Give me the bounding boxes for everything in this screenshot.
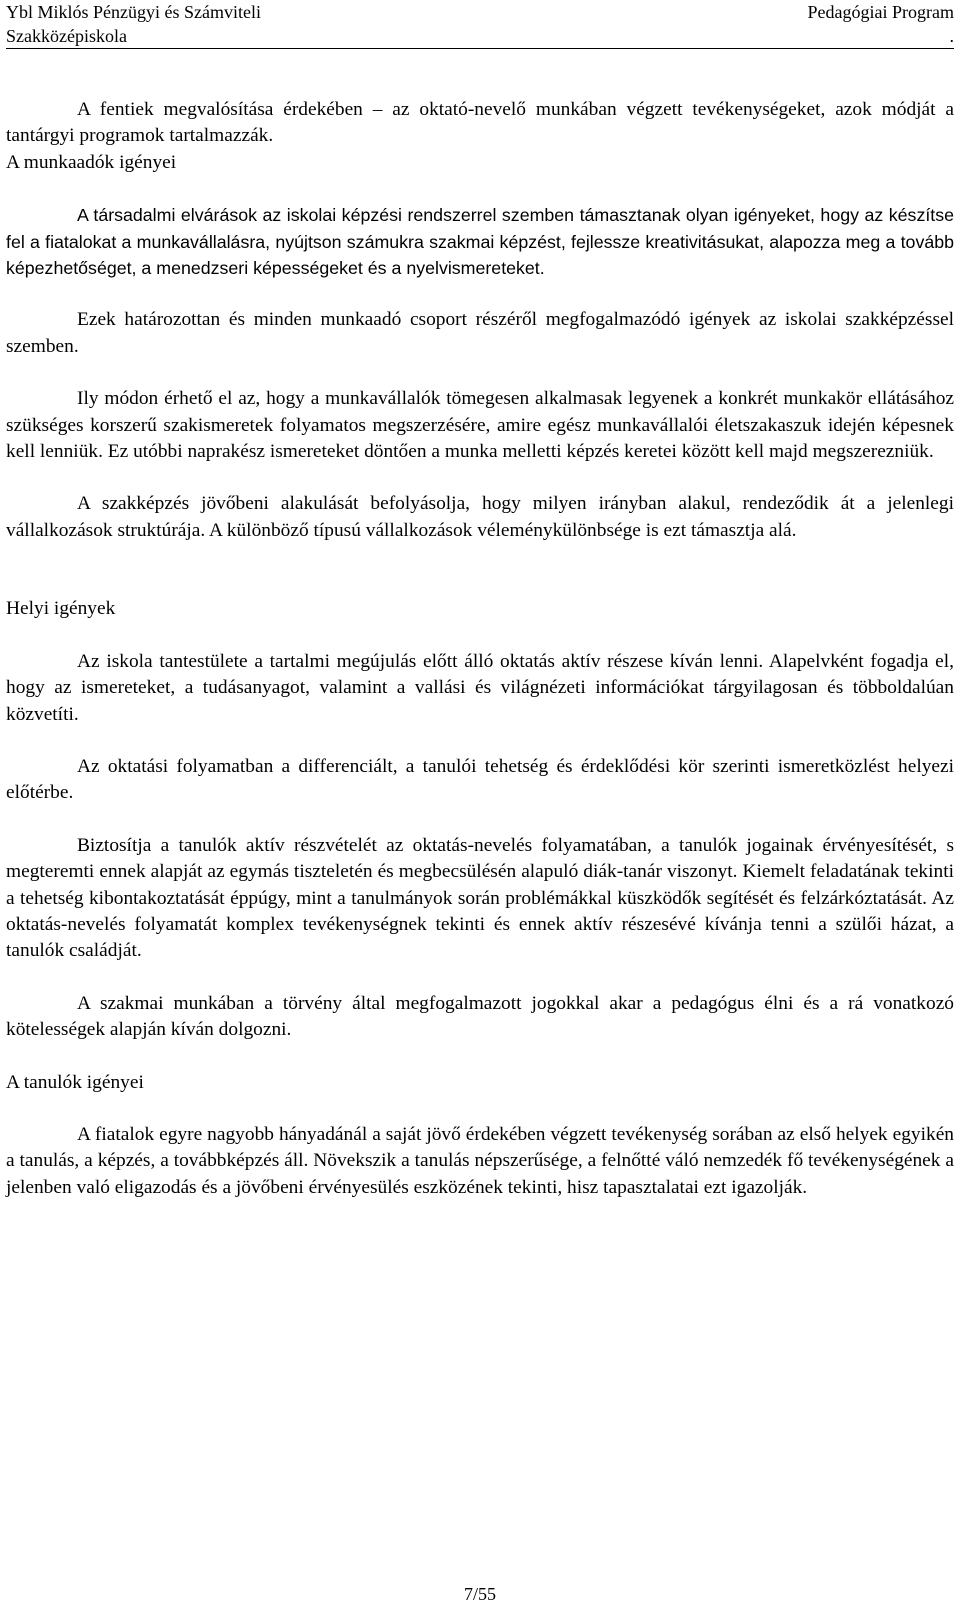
header-title-line2: . <box>949 26 954 46</box>
header-school-name <box>6 0 406 48</box>
header-document-title <box>554 0 954 48</box>
page-number: 7/55 <box>463 1584 496 1604</box>
paragraph-4: Ily módon érhető el az, hogy a munkavállalók tömegesen alkalmasak legyenek a konkrét munkakör ellátásához szükséges korszerű szakismeretek folyamatos megszerzésére, amire egész munkavállalói életszakaszuk idején képesnek kell lenniük. Ez utóbbi naprakész ismereteket döntően a munka melletti képzés keretei között kell majd megszerezniük. <box>6 388 954 463</box>
heading-tanulok-igenyei: A tanulók igényei <box>6 1071 144 1093</box>
page-header <box>6 0 954 49</box>
paragraph-6: Az iskola tantestülete a tartalmi megújulás előtt álló oktatás aktív részese kíván lenni. Alapelvként fogadja el, hogy az ismereteket, a tudásanyagot, valamint a vallási és világnézeti információkat tárgyilagosan és többoldalúan közvetíti. <box>6 650 954 725</box>
paragraph-2: A társadalmi elvárások az iskolai képzési rendszerrel szemben támasztanak olyan igényeket, hogy az készítse fel a fiatalokat a munkavállalásra, nyújtson számukra szakmai képzést, fejlessze kreativitásukat, alapozza meg a tovább képezhetőséget, a menedzseri képességeket és a nyelvismereteket. <box>6 205 954 279</box>
header-school-line1: Ybl Miklós Pénzügyi és Számviteli <box>6 2 261 22</box>
header-title-line1: Pedagógiai Program <box>807 2 954 22</box>
paragraph-9: A szakmai munkában a törvény által megfogalmazott jogokkal akar a pedagógus élni és a rá vonatkozó kötelességek alapján kíván dolgozni. <box>6 992 954 1041</box>
paragraph-8: Biztosítja a tanulók aktív részvételét az oktatás-nevelés folyamatában, a tanulók jogainak érvényesítését, s megteremti ennek alapját az egymás tiszteletén és megbecsülésén alapuló diák-tanár viszonyt. Kiemelt feladatának tekinti a tehetség kibontakoztatását éppúgy, mint a tanulmányok során problémákkal küszködők segítését és felzárkóztatását. Az oktatás-nevelés folyamatát komplex tevékenységnek tekinti és ennek aktív részesévé kívánja tenni a szülői házat, a tanulók családját. <box>6 834 954 962</box>
header-school-line2: Szakközépiskola <box>6 26 127 46</box>
heading-munkaadok-igenyei: A munkaadók igényei <box>6 151 177 173</box>
paragraph-3: Ezek határozottan és minden munkaadó csoport részéről megfogalmazódó igények az iskolai szakképzéssel szemben. <box>6 309 954 357</box>
paragraph-10: A fiatalok egyre nagyobb hányadánál a saját jövő érdekében végzett tevékenység sorában az első helyek egyikén a tanulás, a képzés, a továbbképzés áll. Növekszik a tanulás népszerűsége, a felnőtté váló nemzedék fő tevékenységének a jelenben való eligazodás és a jövőbeni érvényesülés eszközének tekinti, hisz tapasztalatai ezt igazolják. <box>6 1123 954 1198</box>
heading-helyi-igenyek: Helyi igények <box>6 598 116 620</box>
paragraph-1: A fentiek megvalósítása érdekében – az oktató-nevelő munkában végzett tevékenységeket, azok módját a tantárgyi programok tartalmazzák. <box>6 99 954 147</box>
paragraph-5: A szakképzés jövőbeni alakulását befolyásolja, hogy milyen irányban alakul, rendeződik át a jelenlegi vállalkozások struktúrája. A különböző típusú vállalkozások véleménykülönbsége is ezt támasztja alá. <box>6 493 954 541</box>
paragraph-7: Az oktatási folyamatban a differenciált, a tanulói tehetség és érdeklődési kör szerinti ismeretközlést helyezi előtérbe. <box>6 755 954 804</box>
document-body <box>6 97 954 1201</box>
